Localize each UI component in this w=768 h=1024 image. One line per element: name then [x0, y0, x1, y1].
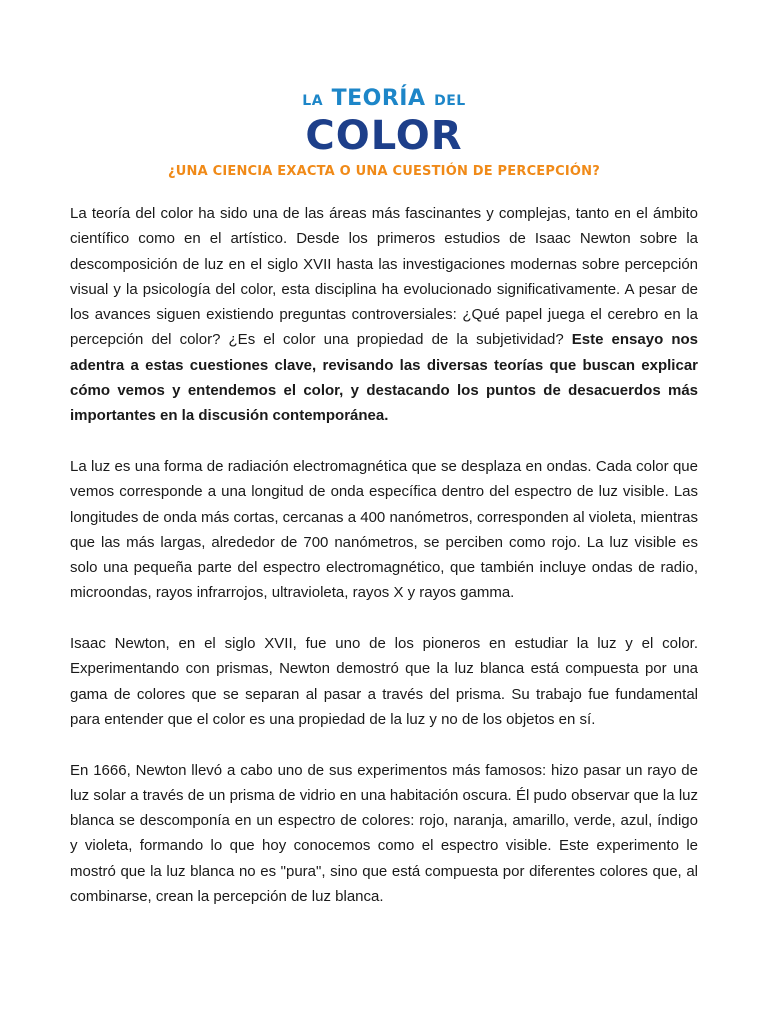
paragraph-intro-bold: Este ensayo nos adentra a estas cuestiones clave, revisando las diversas teorías que buscan explicar cómo vemos y entendemos el color, y destacando los puntos de desacuerdos más importantes en la discusión contemporánea. [70, 331, 698, 425]
paragraph-intro-text: La teoría del color ha sido una de las áreas más fascinantes y complejas, tanto en el ámbito científico como en el artístico. Desde los primeros estudios de Isaac Newton sobre la descomposición de luz en el siglo XVII hasta las investigaciones modernas sobre percepción visual y la psicología del color, esta disciplina ha evolucionado significativamente. A pesar de los avances siguen existiendo preguntas controversiales: ¿Qué papel juega el cerebro en la percepción del color? ¿Es el color una propiedad de la subjetividad? [70, 205, 698, 349]
document-body [70, 201, 698, 935]
title-word-teoria: TEORÍA [331, 86, 426, 111]
document-subtitle: ¿UNA CIENCIA EXACTA O UNA CUESTIÓN DE PERCEPCIÓN? [168, 164, 600, 179]
paragraph-newton: Isaac Newton, en el siglo XVII, fue uno de los pioneros en estudiar la luz y el color. Experimentando con prismas, Newton demostró que la luz blanca está compuesta por una gama de colores que se separan al pasar a través del prisma. Su trabajo fue fundamental para entender que el color es una propiedad de la luz y no de los objetos en sí. [70, 635, 698, 728]
title-word-color: COLOR [305, 113, 463, 159]
title-word-la: LA [302, 93, 324, 109]
paragraph-experiment: En 1666, Newton llevó a cabo uno de sus experimentos más famosos: hizo pasar un rayo de luz solar a través de un prisma de vidrio en una habitación oscura. Él pudo observar que la luz blanca se descomponía en un espectro de colores: rojo, naranja, amarillo, verde, azul, índigo y violeta, formando lo que hoy conocemos como el espectro visible. Este experimento le mostró que la luz blanca no es "pura", sino que está compuesta por diferentes colores que, al combinarse, crean la percepción de luz blanca. [70, 761, 698, 906]
paragraph-light: La luz es una forma de radiación electromagnética que se desplaza en ondas. Cada color que vemos corresponde a una longitud de onda específica dentro del espectro de luz visible. Las longitudes de onda más cortas, cercanas a 400 nanómetros, corresponden al violeta, mientras que las más largas, alrededor de 700 nanómetros, se perciben como rojo. La luz visible es solo una pequeña parte del espectro electromagnético, que también incluye ondas de radio, microondas, rayos infrarrojos, ultravioleta, rayos X y rayos gamma. [70, 457, 698, 602]
paragraph-intro [70, 201, 698, 429]
title-upper-line [0, 84, 768, 114]
document-header [0, 84, 768, 182]
title-word-del: DEL [434, 93, 466, 109]
